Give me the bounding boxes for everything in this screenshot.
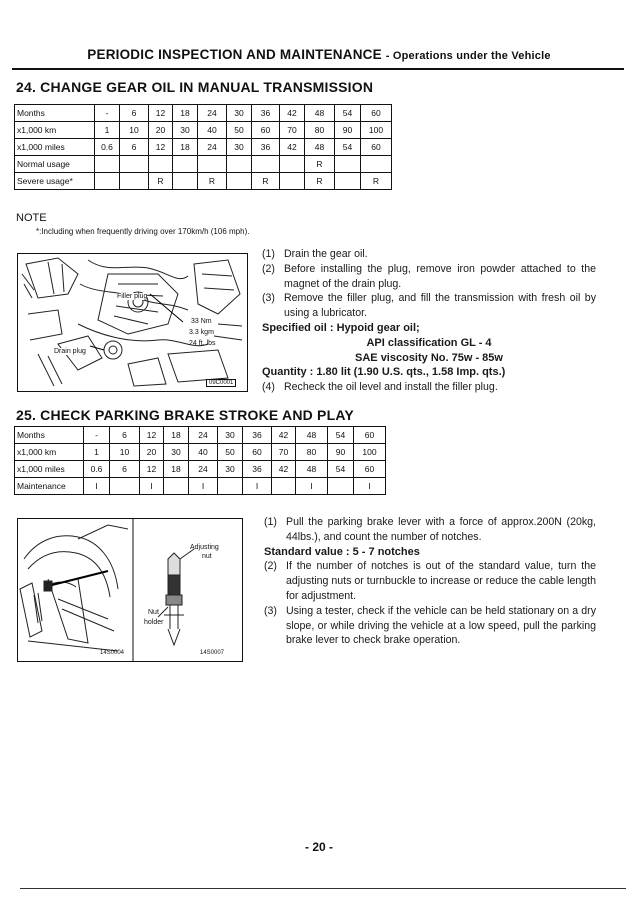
row-header-cell: Months [15, 427, 84, 444]
adjusting-nut-label-2: nut [202, 553, 212, 560]
table-cell [198, 156, 227, 173]
table-cell: 24 [189, 427, 218, 444]
table-cell: 60 [361, 139, 392, 156]
gear-oil-schedule-table [14, 104, 392, 190]
table-cell: 12 [149, 139, 173, 156]
table-cell: 24 [189, 461, 218, 478]
table-cell: 30 [218, 427, 243, 444]
table-cell: 80 [305, 122, 335, 139]
table-cell [218, 478, 243, 495]
table-cell: 42 [272, 461, 296, 478]
table-cell: 60 [354, 461, 386, 478]
table-cell: 60 [354, 427, 386, 444]
step-1: (1) Drain the gear oil. [262, 248, 368, 260]
table-cell: 12 [140, 427, 164, 444]
table-cell: 12 [149, 105, 173, 122]
section-24-title: 24. CHANGE GEAR OIL IN MANUAL TRANSMISSION [16, 79, 374, 95]
row-header-cell: x1,000 km [15, 444, 84, 461]
table-cell: 18 [173, 105, 198, 122]
nut-holder-label-1: Nut [148, 609, 159, 616]
torque-kgm-label: 3.3 kgm [189, 329, 214, 336]
table-cell: 48 [296, 427, 328, 444]
gear-oil-instructions [262, 247, 596, 395]
table-cell [335, 173, 361, 190]
table-cell: - [84, 427, 110, 444]
table-cell: 18 [164, 427, 189, 444]
row-header-cell: x1,000 miles [15, 139, 95, 156]
table-cell: 24 [198, 139, 227, 156]
table-cell [164, 478, 189, 495]
header-subtitle: - Operations under the Vehicle [385, 50, 551, 62]
api-classification: API classification GL - 4 [366, 336, 492, 349]
table-cell: 10 [110, 444, 140, 461]
table-cell: 70 [280, 122, 305, 139]
table-cell: 18 [164, 461, 189, 478]
parking-brake-diagram [18, 519, 242, 661]
table-row [15, 105, 392, 122]
table-cell: I [296, 478, 328, 495]
table-cell: 48 [296, 461, 328, 478]
table-cell: 100 [354, 444, 386, 461]
page-number: - 20 - [304, 840, 333, 854]
table-cell: 36 [252, 139, 280, 156]
table-cell: R [305, 173, 335, 190]
table-cell: 50 [218, 444, 243, 461]
table-row [15, 478, 386, 495]
row-header-cell: Normal usage [15, 156, 95, 173]
table-row [15, 122, 392, 139]
nut-holder-label-2: holder [144, 619, 164, 626]
table-cell: 30 [227, 139, 252, 156]
row-header-cell: Months [15, 105, 95, 122]
table-cell: 30 [227, 105, 252, 122]
parking-brake-figure [17, 518, 243, 662]
standard-value: Standard value : 5 - 7 notches [264, 545, 420, 558]
step-4: (4) Recheck the oil level and install the filler plug. [262, 381, 498, 394]
table-cell [173, 156, 198, 173]
table-cell: 24 [198, 105, 227, 122]
table-cell: 90 [335, 122, 361, 139]
table-cell: 54 [328, 461, 354, 478]
table-row [15, 156, 392, 173]
table-cell: 60 [252, 122, 280, 139]
transmission-figure [17, 253, 248, 392]
step-2: (2) Before installing the plug, remove iron powder attached to the magnet of the drain plug. [262, 262, 596, 290]
table-cell: 10 [120, 122, 149, 139]
table-cell: 40 [198, 122, 227, 139]
table-cell: 54 [335, 139, 361, 156]
table-cell [252, 156, 280, 173]
table-cell [149, 156, 173, 173]
table-cell: 20 [140, 444, 164, 461]
table-cell [227, 173, 252, 190]
table-cell [173, 173, 198, 190]
table-cell [120, 156, 149, 173]
table-row [15, 444, 386, 461]
table-cell: 0.6 [84, 461, 110, 478]
table-cell: I [189, 478, 218, 495]
table-cell [120, 173, 149, 190]
table-cell: R [305, 156, 335, 173]
note-text: *:Including when frequently driving over 170km/h (106 mph). [36, 227, 250, 236]
table-cell: R [361, 173, 392, 190]
table-cell: 42 [280, 105, 305, 122]
table-cell: 100 [361, 122, 392, 139]
step-3: (3) Using a tester, check if the vehicle can be held stationary on a dry slope, or while driving the vehicle at a low speed, pull the parking brake lever to check brake operation. [264, 604, 596, 647]
table-cell: 6 [120, 139, 149, 156]
step-2: (2) If the number of notches is out of the standard value, turn the adjusting nuts or turnbuckle to increase or reduce the cable length for adjustment. [264, 560, 596, 602]
table-cell [110, 478, 140, 495]
row-header-cell: x1,000 km [15, 122, 95, 139]
table-cell: 48 [305, 105, 335, 122]
table-cell: 36 [243, 427, 272, 444]
filler-plug-label: Filler plug [117, 293, 148, 300]
adjusting-nut-label-1: Adjusting [190, 544, 219, 551]
table-cell [328, 478, 354, 495]
torque-ftlbs-label: 24 ft. lbs [189, 340, 216, 347]
torque-nm-label: 33 Nm [191, 318, 212, 325]
table-cell: R [198, 173, 227, 190]
sae-viscosity: SAE viscosity No. 75w - 85w [355, 351, 503, 364]
table-cell: 90 [328, 444, 354, 461]
table-cell: 40 [189, 444, 218, 461]
table-cell: 42 [280, 139, 305, 156]
table-cell [361, 156, 392, 173]
row-header-cell: x1,000 miles [15, 461, 84, 478]
step-3: (3) Remove the filler plug, and fill the transmission with fresh oil by using a lubricator. [262, 292, 596, 320]
table-cell: 36 [252, 105, 280, 122]
table-cell: - [95, 105, 120, 122]
table-cell: 18 [173, 139, 198, 156]
table-cell: 42 [272, 427, 296, 444]
row-header-cell: Severe usage* [15, 173, 95, 190]
table-cell: 0.6 [95, 139, 120, 156]
table-cell [95, 173, 120, 190]
table-row [15, 461, 386, 478]
row-header-cell: Maintenance [15, 478, 84, 495]
table-cell: 6 [110, 427, 140, 444]
table-cell: 12 [140, 461, 164, 478]
table-row [15, 139, 392, 156]
table-cell: 36 [243, 461, 272, 478]
page-header [0, 47, 638, 62]
figure-code: 09C0001 [206, 379, 236, 387]
header-title: PERIODIC INSPECTION AND MAINTENANCE [87, 47, 382, 62]
figure-code-left: 14S0004 [100, 650, 125, 656]
table-cell: I [140, 478, 164, 495]
table-cell: 6 [120, 105, 149, 122]
table-row [15, 173, 392, 190]
table-cell: 48 [305, 139, 335, 156]
oil-quantity: Quantity : 1.80 lit (1.90 U.S. qts., 1.58 Imp. qts.) [262, 366, 506, 379]
table-cell [272, 478, 296, 495]
table-cell: I [243, 478, 272, 495]
table-cell: 30 [218, 461, 243, 478]
table-cell: 60 [361, 105, 392, 122]
table-cell [280, 173, 305, 190]
footer-rule [20, 888, 626, 889]
table-cell [227, 156, 252, 173]
table-cell: 1 [95, 122, 120, 139]
table-cell [95, 156, 120, 173]
table-cell: 6 [110, 461, 140, 478]
table-cell: I [84, 478, 110, 495]
section-25-title: 25. CHECK PARKING BRAKE STROKE AND PLAY [16, 407, 354, 423]
table-cell: 1 [84, 444, 110, 461]
drain-plug-label: Drain plug [54, 348, 86, 355]
table-cell: R [252, 173, 280, 190]
transmission-diagram [18, 254, 247, 391]
table-cell: R [149, 173, 173, 190]
parking-brake-schedule-table [14, 426, 386, 495]
note-title: NOTE [16, 212, 47, 224]
table-cell: 54 [328, 427, 354, 444]
table-cell: 80 [296, 444, 328, 461]
table-cell: 70 [272, 444, 296, 461]
step-1: (1) Pull the parking brake lever with a force of approx.200N (20kg, 44lbs.), and count the number of notches. [264, 516, 596, 543]
table-cell: I [354, 478, 386, 495]
table-row [15, 427, 386, 444]
specified-oil: Specified oil : Hypoid gear oil; [262, 321, 420, 334]
header-rule [12, 68, 624, 70]
table-cell: 60 [243, 444, 272, 461]
table-cell: 50 [227, 122, 252, 139]
figure-code-right: 14S0007 [200, 650, 225, 656]
table-cell [335, 156, 361, 173]
table-cell: 30 [173, 122, 198, 139]
parking-brake-instructions [264, 515, 596, 648]
table-cell: 20 [149, 122, 173, 139]
table-cell: 54 [335, 105, 361, 122]
table-cell [280, 156, 305, 173]
table-cell: 30 [164, 444, 189, 461]
